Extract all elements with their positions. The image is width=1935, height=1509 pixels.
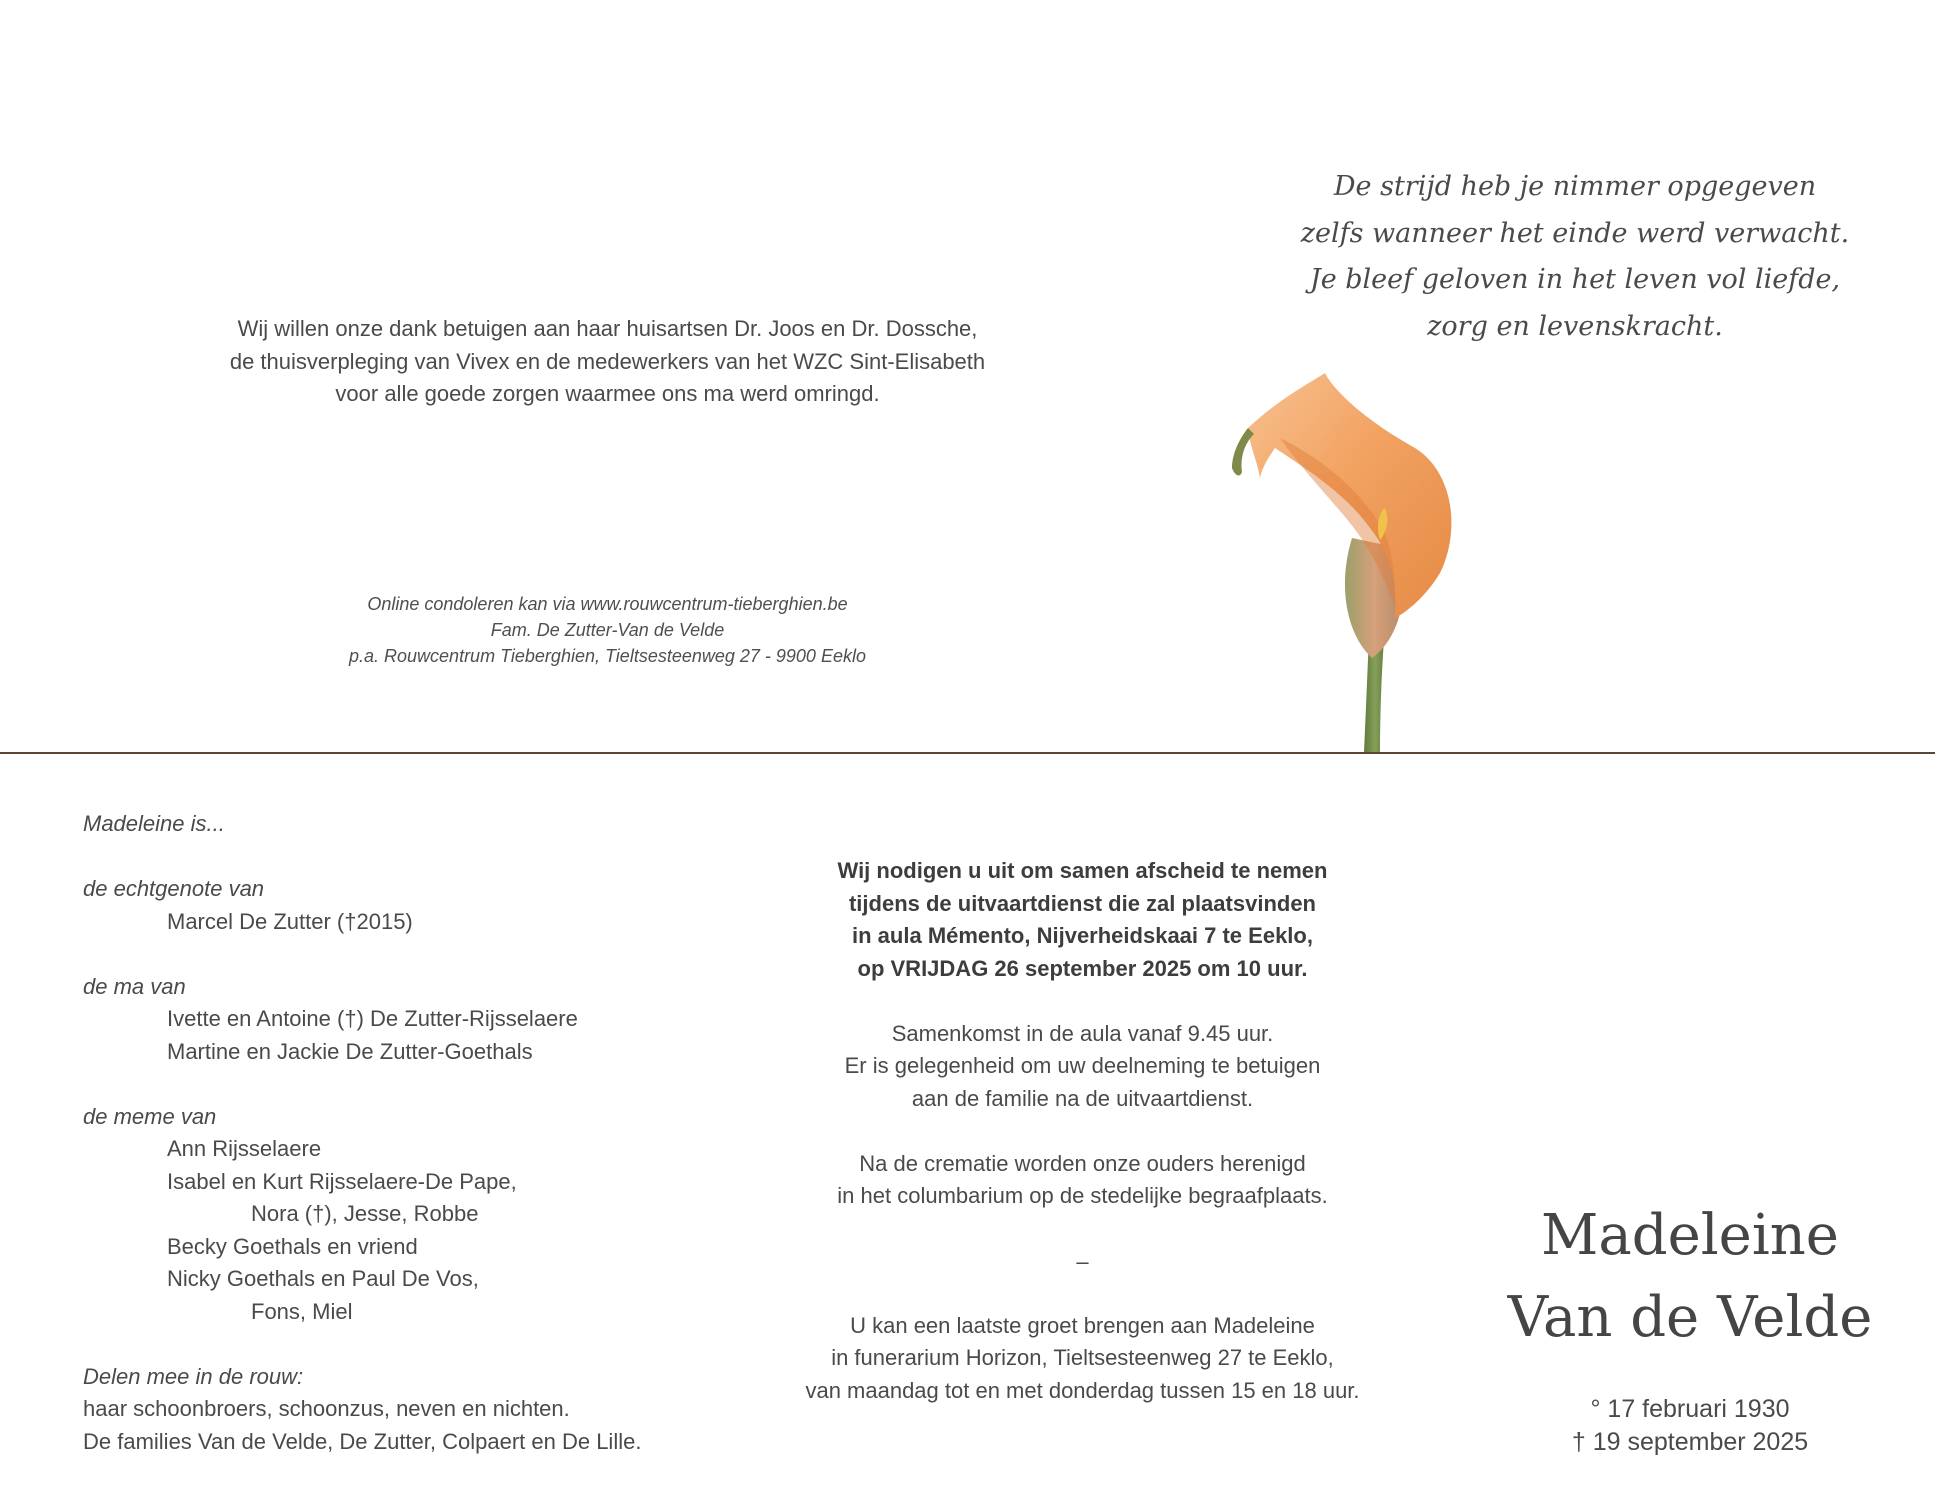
thanks-line: de thuisverpleging van Vivex en de medewerkers van het WZC Sint-Elisabeth xyxy=(229,348,986,374)
children-heading: de ma van xyxy=(83,973,186,999)
thanks-line: Wij willen onze dank betuigen aan haar huisartsen Dr. Joos en Dr. Dossche, xyxy=(237,316,978,341)
gathering-line: aan de familie na de uitvaartdienst. xyxy=(911,1085,1254,1111)
great-grandchild-name: Nora (†), Jesse, Robbe xyxy=(251,1201,479,1226)
child-name: Ivette en Antoine (†) De Zutter-Rijsselaere xyxy=(167,1006,578,1031)
separator-dash: – xyxy=(1076,1248,1089,1274)
cremation-line: in het columbarium op de stedelijke begraafplaats. xyxy=(837,1183,1328,1208)
online-line: p.a. Rouwcentrum Tieberghien, Tieltsesteenweg 27 - 9900 Eeklo xyxy=(349,646,866,666)
thanks-line: voor alle goede zorgen waarmee ons ma werd omringd. xyxy=(335,381,880,406)
grandchild-name: Ann Rijsselaere xyxy=(167,1136,322,1161)
family-intro: Madeleine is... xyxy=(83,811,225,836)
grandchild-name: Nicky Goethals en Paul De Vos, xyxy=(167,1266,479,1291)
grandchildren-heading: de meme van xyxy=(83,1103,217,1129)
funeral-invitation xyxy=(745,855,1420,1407)
deceased-name xyxy=(1480,1195,1900,1359)
visit-line: U kan een laatste groet brengen aan Madeleine xyxy=(850,1312,1315,1338)
visit-line: van maandag tot en met donderdag tussen 15 en 18 uur. xyxy=(805,1377,1360,1403)
spouse-name: Marcel De Zutter (†2015) xyxy=(167,908,413,934)
share-heading: Delen mee in de rouw: xyxy=(83,1363,304,1389)
child-name: Martine en Jackie De Zutter-Goethals xyxy=(167,1038,533,1064)
poem-line: zorg en levenskracht. xyxy=(1427,310,1723,342)
online-line: Online condoleren kan via www.rouwcentrum-tieberghien.be xyxy=(367,594,848,614)
spouse-heading: de echtgenote van xyxy=(83,876,265,901)
gathering-line: Samenkomst in de aula vanaf 9.45 uur. xyxy=(891,1020,1274,1046)
first-name: Madeleine xyxy=(1541,1203,1839,1268)
life-dates xyxy=(1480,1393,1900,1458)
online-line: Fam. De Zutter-Van de Velde xyxy=(490,620,725,640)
visit-line: in funerarium Horizon, Tieltsesteenweg 27 te Eeklo, xyxy=(831,1345,1334,1370)
death-date: † 19 september 2025 xyxy=(1571,1427,1809,1456)
cremation-line: Na de crematie worden onze ouders herenigd xyxy=(859,1150,1306,1176)
invite-bold-line: Wij nodigen u uit om samen afscheid te nemen xyxy=(837,858,1328,883)
calla-lily-icon xyxy=(1220,368,1510,753)
online-condolence xyxy=(270,591,945,669)
family-list xyxy=(83,808,723,1458)
last-name: Van de Velde xyxy=(1507,1285,1873,1350)
thanks-text xyxy=(170,313,1045,411)
poem-line: Je bleef geloven in het leven vol liefde, xyxy=(1309,264,1841,295)
poem-line: De strijd heb je nimmer opgegeven xyxy=(1333,171,1817,202)
grandchild-name: Becky Goethals en vriend xyxy=(167,1233,418,1259)
divider-line xyxy=(0,752,1935,754)
birth-date: ° 17 februari 1930 xyxy=(1590,1395,1790,1423)
share-line: haar schoonbroers, schoonzus, neven en nichten. xyxy=(83,1396,570,1421)
great-grandchild-name: Fons, Miel xyxy=(251,1298,353,1324)
invite-bold-line: op VRIJDAG 26 september 2025 om 10 uur. xyxy=(857,955,1308,981)
share-line: De families Van de Velde, De Zutter, Colpaert en De Lille. xyxy=(83,1428,642,1454)
grandchild-name: Isabel en Kurt Rijsselaere-De Pape, xyxy=(167,1168,517,1194)
invite-bold-line: in aula Mémento, Nijverheidskaai 7 te Eeklo, xyxy=(852,923,1313,948)
poem-line: zelfs wanneer het einde werd verwacht. xyxy=(1300,217,1850,249)
invite-bold-line: tijdens de uitvaartdienst die zal plaatsvinden xyxy=(848,890,1316,916)
poem xyxy=(1300,164,1850,350)
gathering-line: Er is gelegenheid om uw deelneming te betuigen xyxy=(844,1053,1321,1078)
